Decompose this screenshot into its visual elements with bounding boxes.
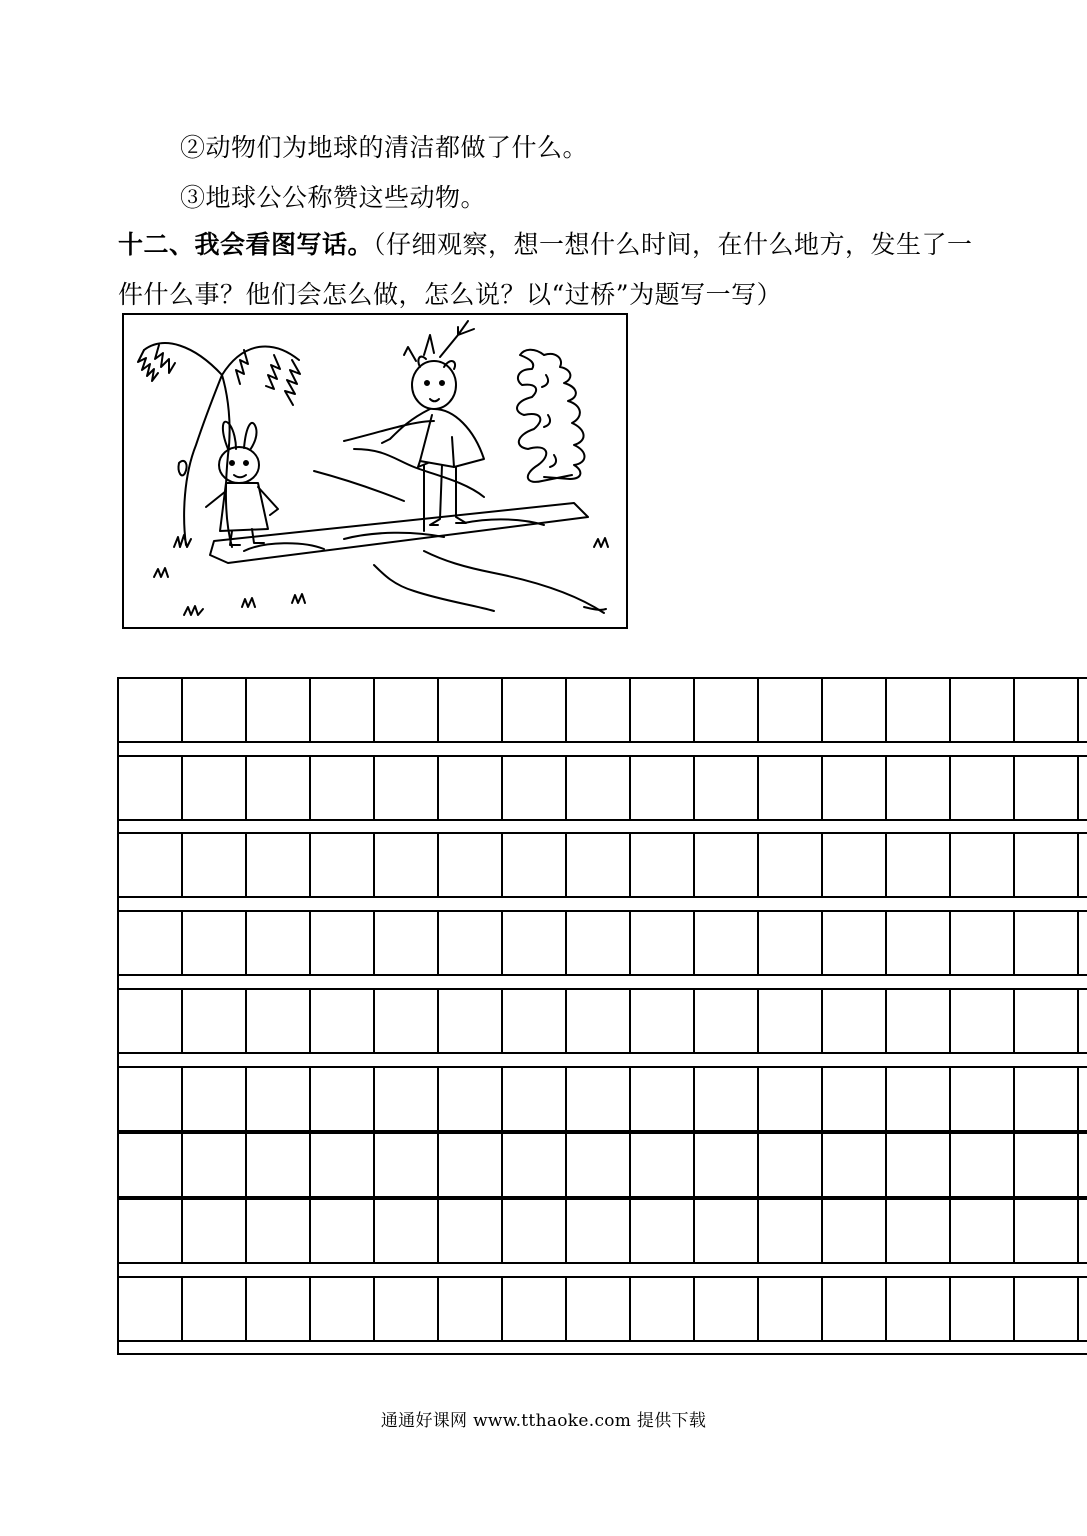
grid-cell[interactable]	[309, 679, 373, 741]
grid-cell[interactable]	[821, 990, 885, 1052]
grid-cell[interactable]	[821, 1278, 885, 1340]
grid-cell[interactable]	[437, 912, 501, 974]
grid-cell[interactable]	[949, 1068, 1013, 1130]
grid-cell[interactable]	[245, 1200, 309, 1262]
grid-row	[117, 1132, 1087, 1198]
grid-cell[interactable]	[373, 1278, 437, 1340]
grid-cell[interactable]	[1077, 1068, 1087, 1130]
grid-cell[interactable]	[565, 990, 629, 1052]
grid-cell[interactable]	[1077, 679, 1087, 741]
grid-cell[interactable]	[181, 1134, 245, 1196]
grid-cell[interactable]	[117, 1068, 181, 1130]
grid-cell[interactable]	[1013, 1068, 1077, 1130]
grid-cell[interactable]	[949, 990, 1013, 1052]
grid-cell[interactable]	[1013, 679, 1077, 741]
grid-row	[117, 1276, 1087, 1342]
grid-cell[interactable]	[1077, 1200, 1087, 1262]
grid-cell[interactable]	[565, 1200, 629, 1262]
writing-grid	[117, 677, 1087, 1355]
grid-cell[interactable]	[885, 679, 949, 741]
grid-cell[interactable]	[309, 1200, 373, 1262]
grid-cell[interactable]	[821, 679, 885, 741]
grid-cell[interactable]	[1077, 834, 1087, 896]
grid-cell[interactable]	[757, 679, 821, 741]
question-12-heading	[118, 228, 973, 262]
grid-cell[interactable]	[885, 912, 949, 974]
grid-cell[interactable]	[949, 912, 1013, 974]
grid-cell[interactable]	[373, 1068, 437, 1130]
grid-cell[interactable]	[949, 679, 1013, 741]
grid-cell[interactable]	[309, 834, 373, 896]
grid-row	[117, 677, 1087, 743]
question-12-number: 十二、我会看图写话。	[118, 230, 374, 259]
grid-cell[interactable]	[565, 1068, 629, 1130]
grid-row	[117, 755, 1087, 821]
grid-cell[interactable]	[629, 1134, 693, 1196]
grid-cell[interactable]	[949, 1134, 1013, 1196]
grid-cell[interactable]	[117, 757, 181, 819]
grid-cell[interactable]	[117, 834, 181, 896]
grid-cell[interactable]	[1077, 1278, 1087, 1340]
bridge-scene-icon	[124, 315, 626, 627]
grid-cell[interactable]	[757, 1068, 821, 1130]
grid-cell[interactable]	[309, 1068, 373, 1130]
grid-cell[interactable]	[245, 912, 309, 974]
grid-cell[interactable]	[693, 1134, 757, 1196]
grid-cell[interactable]	[885, 1200, 949, 1262]
list-item-2: ②动物们为地球的清洁都做了什么。	[180, 133, 589, 162]
grid-cell[interactable]	[629, 1278, 693, 1340]
grid-cell[interactable]	[821, 1068, 885, 1130]
question-12-prompt-line1: （仔细观察，想一想什么时间，在什么地方，发生了一	[373, 230, 973, 259]
grid-cell[interactable]	[565, 1134, 629, 1196]
grid-cell[interactable]	[373, 1134, 437, 1196]
grid-cell[interactable]	[821, 1200, 885, 1262]
grid-cell[interactable]	[757, 1278, 821, 1340]
grid-cell[interactable]	[501, 912, 565, 974]
grid-cell[interactable]	[437, 757, 501, 819]
grid-cell[interactable]	[693, 1200, 757, 1262]
grid-cell[interactable]	[757, 834, 821, 896]
grid-cell[interactable]	[565, 679, 629, 741]
grid-cell[interactable]	[629, 757, 693, 819]
grid-cell[interactable]	[629, 990, 693, 1052]
grid-cell[interactable]	[245, 679, 309, 741]
grid-cell[interactable]	[181, 1278, 245, 1340]
grid-cell[interactable]	[501, 834, 565, 896]
grid-cell[interactable]	[309, 1278, 373, 1340]
grid-cell[interactable]	[757, 912, 821, 974]
grid-cell[interactable]	[181, 912, 245, 974]
grid-cell[interactable]	[437, 990, 501, 1052]
grid-cell[interactable]	[245, 1068, 309, 1130]
grid-cell[interactable]	[757, 757, 821, 819]
grid-cell[interactable]	[181, 679, 245, 741]
grid-cell[interactable]	[245, 757, 309, 819]
grid-cell[interactable]	[181, 990, 245, 1052]
grid-cell[interactable]	[309, 757, 373, 819]
grid-cell[interactable]	[821, 1134, 885, 1196]
grid-cell[interactable]	[437, 679, 501, 741]
grid-cell[interactable]	[437, 1278, 501, 1340]
grid-row	[117, 1066, 1087, 1132]
grid-cell[interactable]	[373, 990, 437, 1052]
grid-cell[interactable]	[1013, 990, 1077, 1052]
grid-cell[interactable]	[693, 757, 757, 819]
grid-cell[interactable]	[629, 912, 693, 974]
grid-cell[interactable]	[1013, 1278, 1077, 1340]
grid-cell[interactable]	[117, 990, 181, 1052]
grid-cell[interactable]	[821, 834, 885, 896]
grid-cell[interactable]	[885, 757, 949, 819]
picture-illustration	[122, 313, 628, 629]
grid-cell[interactable]	[949, 1278, 1013, 1340]
grid-cell[interactable]	[117, 1134, 181, 1196]
grid-cell[interactable]	[949, 757, 1013, 819]
grid-cell[interactable]	[245, 990, 309, 1052]
list-item-3: ③地球公公称赞这些动物。	[180, 183, 487, 212]
grid-cell[interactable]	[309, 1134, 373, 1196]
grid-cell[interactable]	[117, 1278, 181, 1340]
grid-cell[interactable]	[501, 990, 565, 1052]
grid-cell[interactable]	[1077, 912, 1087, 974]
grid-cell[interactable]	[693, 679, 757, 741]
question-12-prompt-line2: 件什么事？他们会怎么做，怎么说？以“过桥”为题写一写）	[118, 280, 783, 309]
grid-cell[interactable]	[885, 834, 949, 896]
grid-cell[interactable]	[885, 1134, 949, 1196]
grid-cell[interactable]	[693, 990, 757, 1052]
grid-cell[interactable]	[757, 1134, 821, 1196]
grid-cell[interactable]	[885, 990, 949, 1052]
grid-cell[interactable]	[117, 1200, 181, 1262]
grid-cell[interactable]	[437, 1068, 501, 1130]
grid-cell[interactable]	[1013, 834, 1077, 896]
grid-cell[interactable]	[821, 912, 885, 974]
grid-row	[117, 988, 1087, 1054]
grid-cell[interactable]	[501, 1200, 565, 1262]
grid-cell[interactable]	[181, 834, 245, 896]
grid-cell[interactable]	[373, 757, 437, 819]
grid-cell[interactable]	[693, 834, 757, 896]
grid-cell[interactable]	[1013, 912, 1077, 974]
grid-cell[interactable]	[117, 679, 181, 741]
grid-cell[interactable]	[245, 1278, 309, 1340]
grid-cell[interactable]	[181, 757, 245, 819]
grid-cell[interactable]	[501, 679, 565, 741]
grid-row	[117, 910, 1087, 976]
grid-cell[interactable]	[885, 1278, 949, 1340]
grid-cell[interactable]	[565, 757, 629, 819]
grid-cell[interactable]	[693, 1278, 757, 1340]
grid-cell[interactable]	[437, 1134, 501, 1196]
grid-cell[interactable]	[373, 912, 437, 974]
grid-cell[interactable]	[181, 1200, 245, 1262]
grid-cell[interactable]	[501, 1068, 565, 1130]
grid-cell[interactable]	[1077, 1134, 1087, 1196]
grid-cell[interactable]	[885, 1068, 949, 1130]
grid-cell[interactable]	[565, 834, 629, 896]
grid-cell[interactable]	[1077, 757, 1087, 819]
grid-cell[interactable]	[117, 912, 181, 974]
grid-cell[interactable]	[245, 834, 309, 896]
grid-cell[interactable]	[373, 834, 437, 896]
grid-cell[interactable]	[309, 990, 373, 1052]
grid-cell[interactable]	[565, 1278, 629, 1340]
grid-cell[interactable]	[437, 834, 501, 896]
grid-cell[interactable]	[629, 834, 693, 896]
grid-cell[interactable]	[1013, 1200, 1077, 1262]
grid-cell[interactable]	[501, 1134, 565, 1196]
grid-row	[117, 1198, 1087, 1264]
grid-cell[interactable]	[757, 990, 821, 1052]
grid-cell[interactable]	[1013, 757, 1077, 819]
grid-cell[interactable]	[629, 1068, 693, 1130]
grid-cell[interactable]	[501, 757, 565, 819]
grid-cell[interactable]	[949, 834, 1013, 896]
grid-cell[interactable]	[757, 1200, 821, 1262]
grid-row	[117, 832, 1087, 898]
grid-cell[interactable]	[693, 1068, 757, 1130]
grid-cell[interactable]	[181, 1068, 245, 1130]
grid-cell[interactable]	[373, 1200, 437, 1262]
grid-cell[interactable]	[245, 1134, 309, 1196]
grid-cell[interactable]	[309, 912, 373, 974]
grid-cell[interactable]	[629, 679, 693, 741]
grid-cell[interactable]	[437, 1200, 501, 1262]
footer-source: 通通好课网 www.tthaoke.com 提供下载	[380, 1411, 707, 1431]
grid-cell[interactable]	[1077, 990, 1087, 1052]
grid-cell[interactable]	[949, 1200, 1013, 1262]
grid-cell[interactable]	[565, 912, 629, 974]
grid-cell[interactable]	[501, 1278, 565, 1340]
grid-cell[interactable]	[821, 757, 885, 819]
grid-cell[interactable]	[1013, 1134, 1077, 1196]
grid-cell[interactable]	[693, 912, 757, 974]
grid-cell[interactable]	[373, 679, 437, 741]
grid-cell[interactable]	[629, 1200, 693, 1262]
